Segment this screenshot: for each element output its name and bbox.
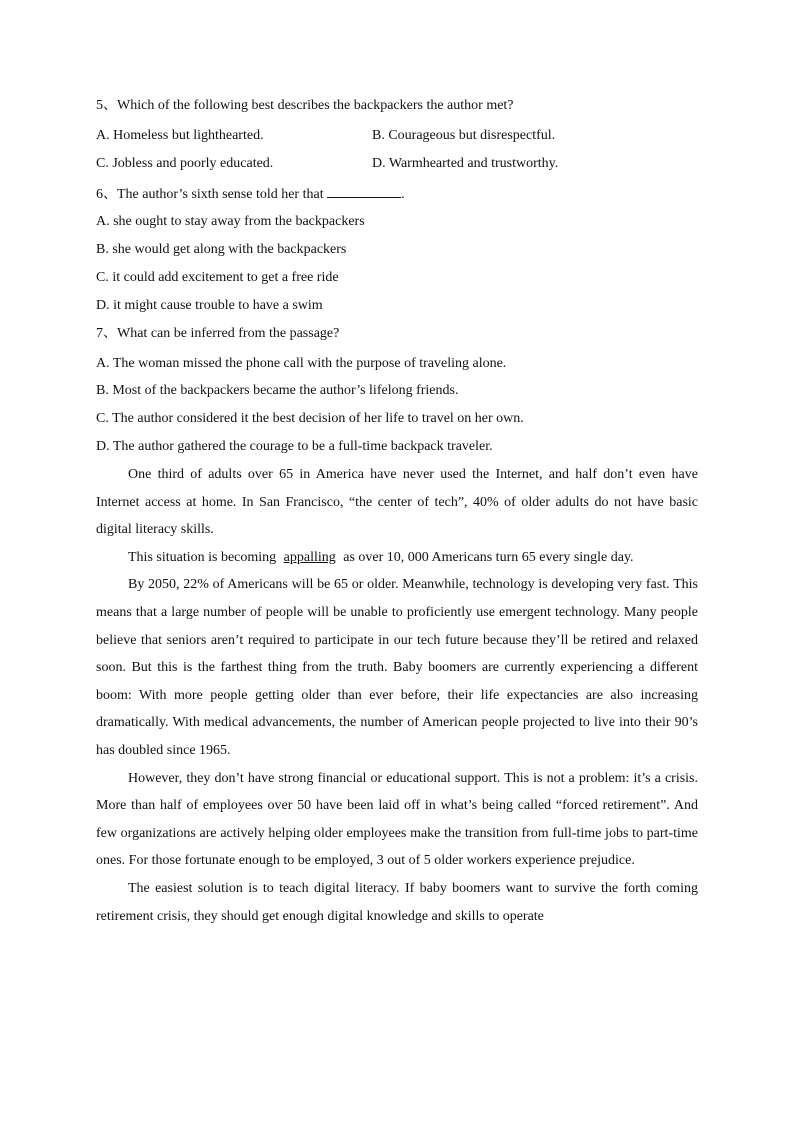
question-5-stem: 5、Which of the following best describes the backpackers the author met? <box>96 98 514 113</box>
passage-paragraph-5: The easiest solution is to teach digital literacy. If baby boomers want to survive the forth coming retirement crisis, they should get enough digital knowledge and skills to operate <box>96 880 698 924</box>
question-5-option-c: C. Jobless and poorly educated. <box>96 156 274 171</box>
question-7-stem: 7、What can be inferred from the passage? <box>96 326 340 341</box>
answer-blank <box>327 184 401 198</box>
passage-paragraph-2 <box>96 544 698 572</box>
question-6-option-b: B. she would get along with the backpackers <box>96 242 347 257</box>
question-6-option-c: C. it could add excitement to get a free ride <box>96 270 339 285</box>
passage <box>96 461 698 930</box>
question-6-stem-end: . <box>401 187 405 202</box>
passage-paragraph-3: By 2050, 22% of Americans will be 65 or older. Meanwhile, technology is developing very fast. This means that a large number of people will be unable to proficiently use emergent technology. Many people believe that seniors aren’t required to participate in our tech future because they’ll be retired and relaxed soon. But this is the farthest thing from the truth. Baby boomers are currently experiencing a different boom: With more people getting older than ever before, their life expectancies are also increasing dramatically. With medical advancements, the number of American people projected to live into their 90’s has doubled since 1965. <box>96 577 698 758</box>
question-7-option-c: C. The author considered it the best decision of her life to travel on her own. <box>96 411 524 426</box>
passage-paragraph-4: However, they don’t have strong financial or educational support. This is not a problem: it’s a crisis. More than half of employees over 50 have been laid off in what’s being called “forced retirement”. And few organizations are actively helping older employees make the transition from full-time jobs to part-time ones. For those fortunate enough to be employed, 3 out of 5 older workers experience prejudice. <box>96 770 698 869</box>
question-6-option-a: A. she ought to stay away from the backpackers <box>96 214 365 229</box>
question-5-option-d: D. Warmhearted and trustworthy. <box>372 156 559 171</box>
question-7-option-d: D. The author gathered the courage to be a full-time backpack traveler. <box>96 439 493 454</box>
question-5-option-a: A. Homeless but lighthearted. <box>96 128 264 143</box>
question-6-stem: 6、The author’s sixth sense told her that <box>96 187 324 202</box>
paragraph-2-lead: This situation is becoming <box>128 549 277 565</box>
question-5-option-b: B. Courageous but disrespectful. <box>372 128 556 143</box>
underlined-word: appalling <box>283 549 336 565</box>
question-6-option-d: D. it might cause trouble to have a swim <box>96 298 323 313</box>
paragraph-2-tail: as over 10, 000 Americans turn 65 every single day. <box>343 549 634 565</box>
question-7-option-a: A. The woman missed the phone call with the purpose of traveling alone. <box>96 356 507 371</box>
passage-paragraph-1: One third of adults over 65 in America have never used the Internet, and half don’t even have Internet access at home. In San Francisco, “the center of tech”, 40% of older adults do not have basic digital literacy skills. <box>96 467 698 538</box>
question-6-stem-line <box>96 184 405 204</box>
question-7-option-b: B. Most of the backpackers became the author’s lifelong friends. <box>96 383 459 398</box>
